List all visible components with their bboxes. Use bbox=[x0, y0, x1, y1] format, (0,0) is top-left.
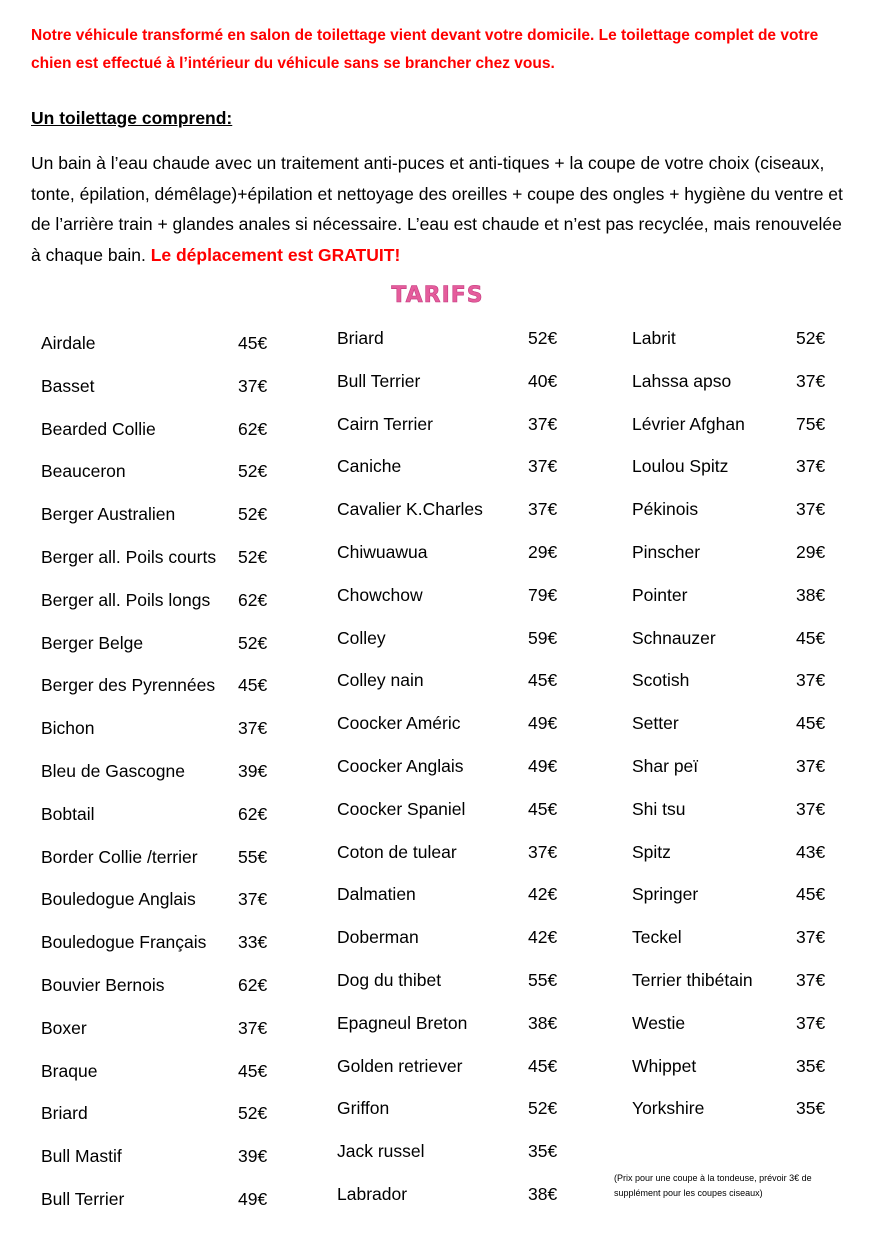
breed-name: Braque bbox=[41, 1060, 98, 1081]
breed-name: Colley nain bbox=[337, 670, 424, 691]
breed-name: Teckel bbox=[632, 927, 682, 948]
breed-price: 37€ bbox=[528, 456, 558, 477]
breed-name: Spitz bbox=[632, 841, 671, 862]
breed-price: 37€ bbox=[796, 927, 826, 948]
breed-name: Golden retriever bbox=[337, 1055, 463, 1076]
price-row bbox=[632, 788, 852, 831]
price-row bbox=[337, 403, 577, 446]
breed-name: Setter bbox=[632, 713, 679, 734]
breed-price: 35€ bbox=[796, 1055, 826, 1076]
price-row bbox=[337, 1045, 577, 1088]
price-row bbox=[337, 959, 577, 1002]
price-row bbox=[632, 1002, 852, 1045]
breed-price: 29€ bbox=[796, 541, 826, 562]
breed-name: Bouledogue Français bbox=[41, 932, 207, 953]
breed-name: Shi tsu bbox=[632, 798, 686, 819]
breed-price: 52€ bbox=[238, 504, 268, 525]
breed-name: Bobtail bbox=[41, 803, 95, 824]
breed-name: Epagneul Breton bbox=[337, 1012, 468, 1033]
breed-name: Colley bbox=[337, 627, 386, 648]
breed-name: Bouvier Bernois bbox=[41, 974, 165, 995]
price-row bbox=[41, 493, 281, 536]
price-row bbox=[632, 1087, 852, 1130]
breed-price: 52€ bbox=[528, 328, 558, 348]
breed-price: 59€ bbox=[528, 627, 558, 648]
price-row bbox=[632, 745, 852, 788]
breed-price: 52€ bbox=[238, 546, 268, 567]
price-row bbox=[41, 836, 281, 879]
price-row bbox=[41, 322, 281, 365]
price-row bbox=[632, 916, 852, 959]
price-row bbox=[41, 1007, 281, 1050]
price-row bbox=[632, 831, 852, 874]
breed-price: 62€ bbox=[238, 589, 268, 610]
breed-price: 39€ bbox=[238, 760, 268, 781]
breed-price: 38€ bbox=[528, 1183, 558, 1204]
price-row bbox=[41, 579, 281, 622]
breed-name: Dog du thibet bbox=[337, 969, 442, 990]
price-row bbox=[337, 617, 577, 660]
breed-name: Labrador bbox=[337, 1183, 408, 1204]
price-row bbox=[41, 878, 281, 921]
breed-name: Doberman bbox=[337, 927, 419, 948]
breed-name: Chiwuawua bbox=[337, 541, 428, 562]
breed-price: 45€ bbox=[238, 333, 268, 353]
breed-price: 37€ bbox=[238, 1017, 268, 1038]
price-row bbox=[41, 921, 281, 964]
breed-price: 37€ bbox=[796, 969, 826, 990]
price-row bbox=[632, 702, 852, 745]
price-row bbox=[632, 445, 852, 488]
breed-price: 49€ bbox=[238, 1188, 268, 1209]
breed-name: Briard bbox=[41, 1103, 88, 1124]
breed-price: 35€ bbox=[796, 1098, 826, 1119]
price-row bbox=[41, 408, 281, 451]
price-row bbox=[41, 1050, 281, 1093]
breed-price: 52€ bbox=[238, 632, 268, 653]
services-description-text: Un bain à l’eau chaude avec un traitement anti-puces et anti-tiques + la coupe de votre choix (ciseaux, tonte, épilation, démêlage)+épilation et nettoyage des oreilles + coupe des ongles + hygiène du ventre et de l’arrière train + glandes anales si nécessaire. L’eau est chaude et n’est pas recyclée, mais renouvelée à chaque bain. bbox=[31, 153, 843, 265]
breed-price: 62€ bbox=[238, 974, 268, 995]
breed-name: Yorkshire bbox=[632, 1098, 705, 1119]
price-row bbox=[632, 317, 852, 360]
price-row bbox=[337, 702, 577, 745]
breed-price: 37€ bbox=[238, 718, 268, 739]
breed-price: 42€ bbox=[528, 927, 558, 948]
breed-name: Beauceron bbox=[41, 461, 126, 482]
breed-name: Griffon bbox=[337, 1098, 390, 1119]
breed-name: Scotish bbox=[632, 670, 690, 691]
services-description bbox=[31, 148, 851, 270]
breed-price: 42€ bbox=[528, 884, 558, 905]
breed-price: 45€ bbox=[238, 675, 268, 696]
price-row bbox=[41, 450, 281, 493]
intro-notice: Notre véhicule transformé en salon de toilettage vient devant votre domicile. Le toilettage complet de votre chien est effectué à l’intérieur du véhicule sans se brancher chez vous. bbox=[31, 27, 819, 72]
price-row bbox=[337, 1002, 577, 1045]
breed-name: Loulou Spitz bbox=[632, 456, 729, 477]
breed-price: 37€ bbox=[796, 798, 826, 819]
price-row bbox=[632, 873, 852, 916]
breed-name: Bouledogue Anglais bbox=[41, 889, 196, 910]
breed-name: Coocker Améric bbox=[337, 713, 461, 734]
breed-price: 49€ bbox=[528, 713, 558, 734]
breed-price: 45€ bbox=[796, 627, 826, 648]
breed-price: 37€ bbox=[238, 375, 268, 396]
breed-price: 62€ bbox=[238, 418, 268, 439]
breed-name: Cavalier K.Charles bbox=[337, 499, 483, 520]
breed-price: 37€ bbox=[238, 889, 268, 910]
breed-name: Shar peï bbox=[632, 755, 699, 776]
price-row bbox=[632, 488, 852, 531]
breed-name: Springer bbox=[632, 884, 699, 905]
breed-price: 35€ bbox=[528, 1141, 558, 1162]
pricing-note: (Prix pour une coupe à la tondeuse, prévoir 3€ de supplément pour les coupes ciseaux) bbox=[614, 1173, 812, 1198]
breed-price: 37€ bbox=[796, 370, 826, 391]
breed-price: 52€ bbox=[238, 461, 268, 482]
price-row bbox=[337, 873, 577, 916]
price-row bbox=[632, 574, 852, 617]
breed-name: Bull Terrier bbox=[41, 1188, 125, 1209]
breed-price: 52€ bbox=[796, 328, 826, 348]
price-row bbox=[41, 793, 281, 836]
price-row bbox=[337, 788, 577, 831]
price-row bbox=[337, 574, 577, 617]
breed-name: Cairn Terrier bbox=[337, 413, 433, 434]
breed-price: 33€ bbox=[238, 932, 268, 953]
free-travel-highlight: Le déplacement est GRATUIT! bbox=[150, 244, 401, 265]
breed-name: Lévrier Afghan bbox=[632, 413, 745, 434]
breed-price: 37€ bbox=[796, 1012, 826, 1033]
price-row bbox=[632, 531, 852, 574]
breed-price: 45€ bbox=[796, 713, 826, 734]
breed-price: 45€ bbox=[528, 670, 558, 691]
breed-name: Jack russel bbox=[337, 1141, 425, 1162]
breed-name: Boxer bbox=[41, 1017, 87, 1038]
breed-price: 37€ bbox=[528, 413, 558, 434]
price-column-3 bbox=[632, 317, 852, 1130]
breed-price: 45€ bbox=[528, 1055, 558, 1076]
breed-name: Dalmatien bbox=[337, 884, 416, 905]
breed-name: Bleu de Gascogne bbox=[41, 760, 185, 781]
price-row bbox=[337, 831, 577, 874]
breed-price: 49€ bbox=[528, 755, 558, 776]
price-row bbox=[632, 959, 852, 1002]
breed-name: Bull Terrier bbox=[337, 370, 421, 391]
price-row bbox=[337, 1087, 577, 1130]
breed-name: Berger Belge bbox=[41, 632, 144, 653]
breed-price: 52€ bbox=[528, 1098, 558, 1119]
price-row bbox=[337, 1173, 577, 1216]
breed-name: Pointer bbox=[632, 584, 688, 605]
breed-name: Berger des Pyrennées bbox=[41, 675, 216, 696]
price-row bbox=[337, 916, 577, 959]
breed-name: Chowchow bbox=[337, 584, 423, 605]
price-row bbox=[337, 1130, 577, 1173]
breed-name: Berger all. Poils longs bbox=[41, 589, 211, 610]
breed-name: Basset bbox=[41, 375, 95, 396]
breed-price: 37€ bbox=[528, 841, 558, 862]
breed-name: Labrit bbox=[632, 328, 676, 348]
breed-price: 39€ bbox=[238, 1146, 268, 1167]
price-row bbox=[337, 360, 577, 403]
breed-name: Airdale bbox=[41, 333, 96, 353]
price-row bbox=[41, 622, 281, 665]
tarifs-title: TARIFS bbox=[391, 283, 484, 308]
breed-price: 37€ bbox=[796, 499, 826, 520]
price-row bbox=[41, 1135, 281, 1178]
breed-price: 62€ bbox=[238, 803, 268, 824]
breed-price: 45€ bbox=[796, 884, 826, 905]
breed-price: 38€ bbox=[528, 1012, 558, 1033]
price-row bbox=[337, 445, 577, 488]
breed-name: Bull Mastif bbox=[41, 1146, 122, 1167]
price-row bbox=[41, 707, 281, 750]
breed-price: 45€ bbox=[238, 1060, 268, 1081]
breed-name: Pékinois bbox=[632, 499, 699, 520]
price-row bbox=[337, 531, 577, 574]
price-column-1 bbox=[41, 322, 281, 1221]
price-row bbox=[632, 1045, 852, 1088]
price-row bbox=[41, 365, 281, 408]
breed-name: Coocker Anglais bbox=[337, 755, 464, 776]
price-row bbox=[337, 488, 577, 531]
price-row bbox=[41, 750, 281, 793]
breed-price: 37€ bbox=[528, 499, 558, 520]
breed-name: Whippet bbox=[632, 1055, 697, 1076]
price-column-2 bbox=[337, 317, 577, 1216]
breed-name: Terrier thibétain bbox=[632, 969, 753, 990]
breed-name: Caniche bbox=[337, 456, 402, 477]
breed-price: 52€ bbox=[238, 1103, 268, 1124]
price-row bbox=[41, 1178, 281, 1221]
breed-price: 37€ bbox=[796, 456, 826, 477]
breed-name: Briard bbox=[337, 328, 384, 348]
breed-name: Schnauzer bbox=[632, 627, 716, 648]
price-row bbox=[632, 360, 852, 403]
price-row bbox=[632, 659, 852, 702]
breed-price: 37€ bbox=[796, 755, 826, 776]
breed-name: Border Collie /terrier bbox=[41, 846, 198, 867]
breed-name: Berger all. Poils courts bbox=[41, 546, 217, 567]
breed-name: Lahssa apso bbox=[632, 370, 732, 391]
breed-price: 38€ bbox=[796, 584, 826, 605]
breed-price: 79€ bbox=[528, 584, 558, 605]
breed-name: Bichon bbox=[41, 718, 95, 739]
breed-name: Westie bbox=[632, 1012, 686, 1033]
breed-price: 55€ bbox=[238, 846, 268, 867]
price-row bbox=[632, 403, 852, 446]
price-row bbox=[41, 536, 281, 579]
price-row bbox=[337, 317, 577, 360]
breed-price: 45€ bbox=[528, 798, 558, 819]
price-row bbox=[337, 659, 577, 702]
services-heading: Un toilettage comprend: bbox=[31, 108, 233, 128]
price-row bbox=[41, 1092, 281, 1135]
breed-price: 40€ bbox=[528, 370, 558, 391]
breed-name: Coocker Spaniel bbox=[337, 798, 466, 819]
breed-price: 43€ bbox=[796, 841, 826, 862]
breed-price: 55€ bbox=[528, 969, 558, 990]
breed-price: 37€ bbox=[796, 670, 826, 691]
price-row bbox=[632, 617, 852, 660]
price-row bbox=[41, 964, 281, 1007]
breed-name: Pinscher bbox=[632, 541, 701, 562]
breed-name: Bearded Collie bbox=[41, 418, 156, 439]
price-row bbox=[41, 664, 281, 707]
breed-name: Berger Australien bbox=[41, 504, 176, 525]
price-row bbox=[337, 745, 577, 788]
breed-name: Coton de tulear bbox=[337, 841, 457, 862]
breed-price: 75€ bbox=[796, 413, 826, 434]
breed-price: 29€ bbox=[528, 541, 558, 562]
